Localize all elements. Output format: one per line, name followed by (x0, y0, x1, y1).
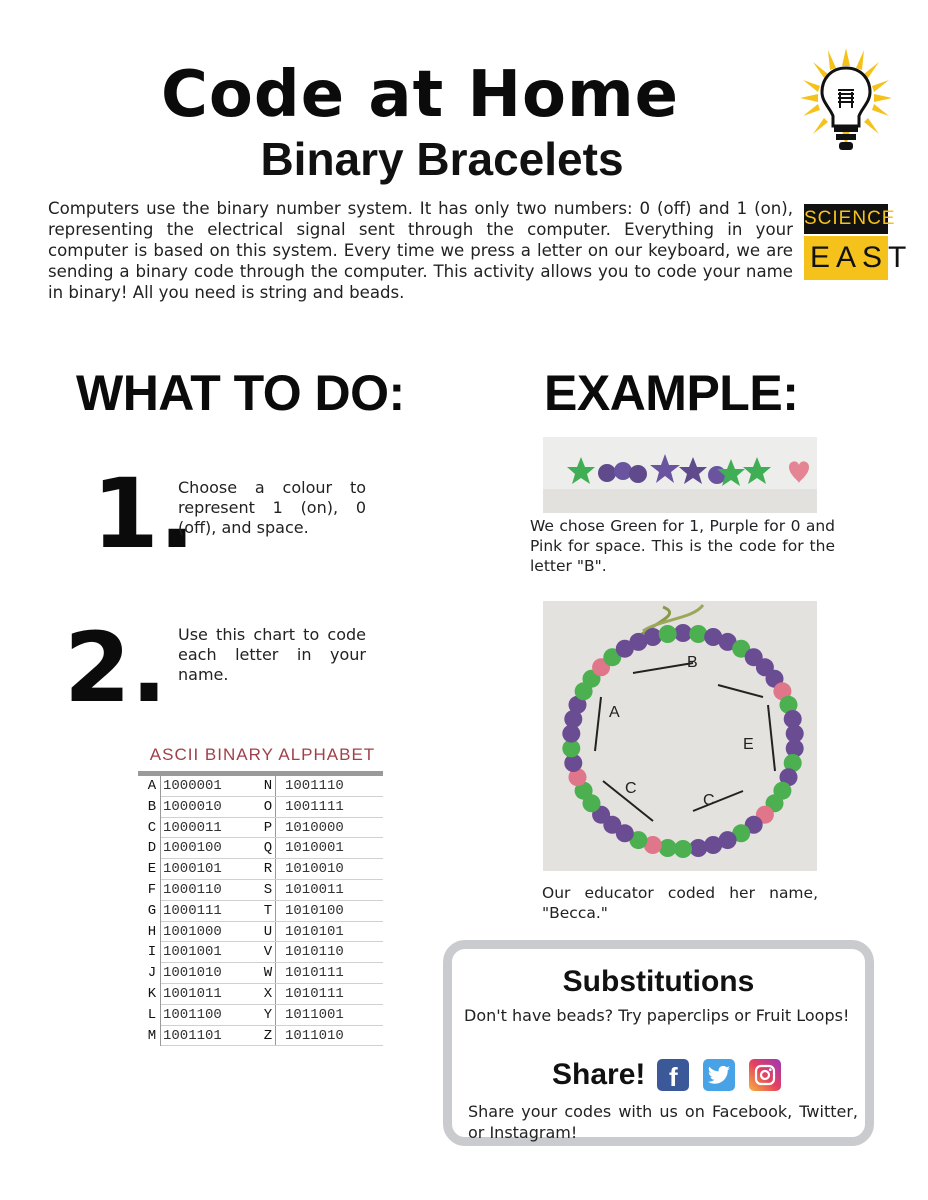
table-row (147, 942, 383, 963)
row-code: 1010101 (285, 923, 344, 940)
row-letter: Y (263, 1006, 273, 1023)
row-code: 1001100 (163, 1006, 222, 1023)
bead (689, 625, 707, 643)
step-1-number: 1. (92, 458, 196, 570)
bead (659, 839, 677, 857)
row-code: 1000110 (163, 881, 222, 898)
intro-paragraph: Computers use the binary number system. It has only two numbers: 0 (off) and 1 (on), representing the electrical signal sent through the computer. Everything in your computer is based on this system. Every time we press a letter on our keyboard, we are sending a binary code through the computer. This activity allows you to code your name in binary! All you need is string and beads. (48, 199, 793, 302)
row-code: 1000101 (163, 861, 222, 878)
table-row (147, 797, 383, 818)
row-letter: W (263, 965, 273, 982)
row-letter: I (147, 944, 157, 961)
facebook-icon[interactable]: f (657, 1059, 689, 1091)
row-letter: E (147, 861, 157, 878)
row-code: 1000010 (163, 798, 222, 815)
row-letter: O (263, 798, 273, 815)
row-code: 1001101 (163, 1027, 222, 1044)
table-row (147, 922, 383, 943)
instagram-icon[interactable] (749, 1059, 781, 1091)
row-code: 1010100 (285, 902, 344, 919)
share-title: Share! (552, 1058, 646, 1091)
bead (674, 840, 692, 858)
row-letter: S (263, 881, 273, 898)
bead (659, 625, 677, 643)
bead (689, 839, 707, 857)
row-letter: D (147, 840, 157, 857)
share-row (552, 1057, 795, 1093)
row-code: 1000001 (163, 778, 222, 794)
row-letter: L (147, 1006, 157, 1023)
row-code: 1001010 (163, 965, 222, 982)
what-to-do-heading: WHAT TO DO: (76, 365, 405, 421)
example-caption-letter-b: We chose Green for 1, Purple for 0 and Pink for space. This is the code for the letter "B". (530, 517, 835, 575)
substitutions-text: Don't have beads? Try paperclips or Fruit Loops! (464, 1006, 850, 1025)
becca-bracelet-photo (543, 601, 817, 871)
row-letter: B (147, 798, 157, 815)
svg-text:C: C (625, 780, 637, 797)
row-code: 1010110 (285, 944, 344, 961)
row-letter: A (147, 778, 157, 794)
row-code: 1011001 (285, 1006, 344, 1023)
row-code: 1001111 (285, 798, 344, 815)
substitutions-title: Substitutions (562, 965, 755, 998)
row-code: 1001001 (163, 944, 222, 961)
row-letter: X (263, 985, 273, 1002)
substitutions-box (443, 940, 874, 1146)
row-letter: Z (263, 1027, 273, 1044)
table-row (147, 880, 383, 901)
table-row (147, 1005, 383, 1026)
share-text: Share your codes with us on Facebook, Twitter, or Instagram! (468, 1102, 858, 1142)
row-letter: N (263, 778, 273, 794)
page-subtitle: Binary Bracelets (260, 133, 624, 185)
row-code: 1000011 (163, 819, 222, 836)
example-caption-becca: Our educator coded her name, "Becca." (542, 884, 818, 922)
row-code: 1010010 (285, 861, 344, 878)
example-heading: EXAMPLE: (544, 365, 799, 421)
svg-text:E: E (743, 736, 754, 753)
table-row (147, 818, 383, 839)
row-letter: M (147, 1027, 157, 1044)
row-code: 1010001 (285, 840, 344, 857)
table-row (147, 963, 383, 984)
ascii-table-rows (147, 776, 383, 1046)
row-letter: H (147, 923, 157, 940)
row-code: 1010000 (285, 819, 344, 836)
row-letter: P (263, 819, 273, 836)
bead (644, 628, 662, 646)
row-code: 1010111 (285, 985, 344, 1002)
row-code: 1010011 (285, 881, 344, 898)
table-row (147, 776, 383, 797)
lightbulb-icon (800, 48, 892, 156)
row-letter: J (147, 965, 157, 982)
row-letter: R (263, 861, 273, 878)
step-2-number: 2. (64, 612, 168, 724)
row-code: 1001110 (285, 778, 344, 794)
row-letter: Q (263, 840, 273, 857)
logo-word-science: SCIENCE (804, 204, 888, 234)
table-row (147, 901, 383, 922)
science-east-logo (800, 48, 913, 274)
row-letter: V (263, 944, 273, 961)
table-row (147, 838, 383, 859)
svg-text:C: C (703, 792, 715, 809)
page-title: Code at Home (160, 58, 680, 132)
row-letter: K (147, 985, 157, 1002)
logo-word-east: EAST (804, 236, 888, 280)
row-letter: T (263, 902, 273, 919)
table-row (147, 859, 383, 880)
step-1-text: Choose a colour to represent 1 (on), 0 (off), and space. (178, 478, 366, 537)
row-code: 1000100 (163, 840, 222, 857)
step-2-text: Use this chart to code each letter in your name. (178, 625, 366, 684)
row-letter: F (147, 881, 157, 898)
twitter-icon[interactable] (703, 1059, 735, 1091)
ascii-table-title: ASCII BINARY ALPHABET (149, 745, 376, 764)
row-letter: U (263, 923, 273, 940)
row-letter: C (147, 819, 157, 836)
svg-text:A: A (609, 704, 620, 721)
row-code: 1010111 (285, 965, 344, 982)
row-code: 1000111 (163, 902, 222, 919)
row-code: 1001000 (163, 923, 222, 940)
row-letter: G (147, 902, 157, 919)
table-row (147, 1026, 383, 1047)
letter-b-beads-photo (543, 437, 817, 513)
row-code: 1001011 (163, 985, 222, 1002)
bead (704, 836, 722, 854)
row-code: 1011010 (285, 1027, 344, 1044)
ascii-binary-table (138, 745, 383, 1046)
bead (674, 624, 692, 642)
table-row (147, 984, 383, 1005)
svg-text:B: B (687, 654, 698, 671)
